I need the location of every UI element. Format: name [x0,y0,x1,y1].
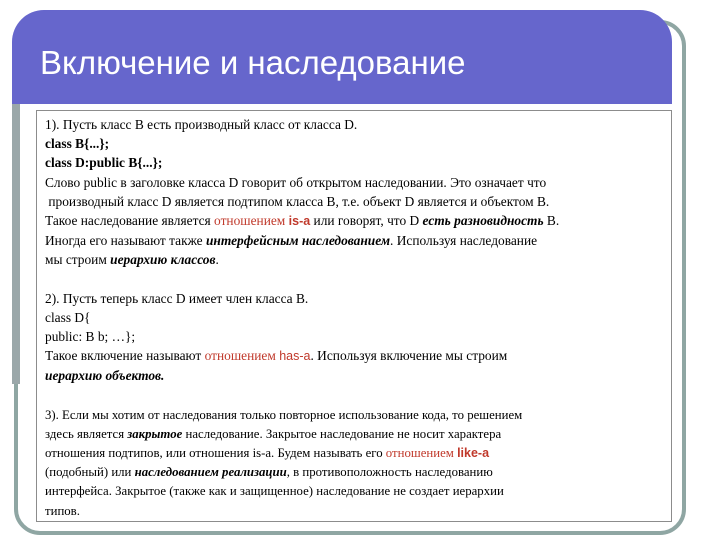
s1-l6-a: Такое наследование является [45,213,215,229]
s1-l6-e: есть разновидность [422,213,544,229]
s1-l7-c: . Используя наследование [390,233,538,249]
s2-l4-d: . Используя включение мы строим [310,348,508,364]
s2-line5: иерархию объектов. [45,368,165,384]
s1-l6-c: is-a [288,214,311,229]
slide-title: Включение и наследование [40,44,466,81]
s2-l4-a: Такое включение называют [45,348,205,364]
s3-l3-b: отношением [385,446,458,461]
s3-line2 [45,425,665,444]
s3-line4 [45,463,665,482]
s3-l2-a: здесь является [45,426,128,441]
section-gap [45,386,665,406]
s1-l8-c: . [215,252,219,268]
s1-l6-f: B. [543,213,560,229]
left-accent-bar [12,104,20,384]
s3-line1: 3). Если мы хотим от наследования только повторное использование кода, то решением [45,407,523,422]
s1-l6-d: или говорят, что D [310,213,423,229]
s1-line5: производный класс D является подтипом класса B, т.е. объект D является и объектом B. [45,193,550,209]
s3-l3-c: like-a [457,446,490,461]
s2-line2: class D{ [45,309,91,325]
s3-line3 [45,444,665,463]
s1-line6 [45,211,665,231]
s1-l8-b: иерархию классов [110,252,216,268]
s1-l6-b: отношением [214,213,289,229]
content-box [36,110,672,522]
s3-l4-b: наследованием реализации [134,465,287,480]
s3-l4-a: (подобный) или [45,465,135,480]
s3-l4-c: , в противоположность наследованию [286,465,493,480]
s2-line4 [45,346,665,366]
s2-line1: 2). Пусть теперь класс D имеет член класса B. [45,290,309,306]
title-band [12,10,672,106]
s3-l2-b: закрытое [127,426,183,441]
s1-line1: 1). Пусть класс B есть производный класс от класса D. [45,117,358,132]
s3-line5: интерфейса. Закрытое (также как и защищенное) наследование не создает иерархии [45,484,504,499]
s2-l4-c: has-a [279,349,311,364]
s2-l4-b: отношением [204,348,280,364]
s2-line3: public: B b; …}; [45,329,136,345]
section-gap [45,270,665,289]
s1-line2: class B{...}; [45,136,110,152]
s1-l7-b: интерфейсным наследованием [205,233,391,249]
s1-l7-a: Иногда его называют также [45,233,206,249]
s1-line3: class D:public B{...}; [45,155,163,171]
s1-line7 [45,231,665,250]
s1-l8-a: мы строим [45,252,111,268]
s3-l3-a: отношения подтипов, или отношения is-a. Будем называть его [45,446,386,461]
s3-l2-c: наследование. Закрытое наследование не носит характера [182,426,502,441]
title-divider [12,104,677,107]
s1-line8 [45,250,665,269]
s3-line6: типов. [45,503,80,518]
s1-line4: Слово public в заголовке класса D говорит об открытом наследовании. Это означает что [45,174,547,190]
